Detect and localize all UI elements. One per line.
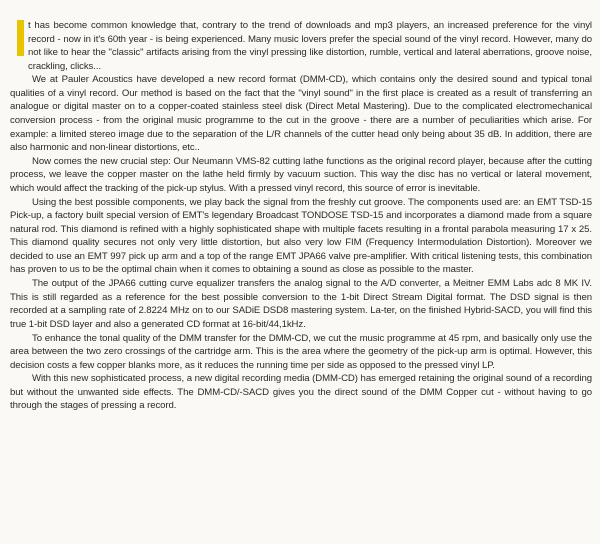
paragraph-conclusion: With this new sophisticated process, a new digital recording media (DMM-CD) has emerged retaining the original sound of a recording but without the unwanted side effects. The DMM-CD/-SACD gives you the direct sound of the DMM Copper cut - without having to go through the stages of pressing a record. xyxy=(10,373,592,412)
paragraph-intro: t has become common knowledge that, contrary to the trend of downloads and mp3 players, an increased preference for the vinyl record - now in it's 60th year - is being experienced. Many music lovers prefer the special sound of the vinyl record. However, many do not like to hear the "classic" artifacts arising from the vinyl pressing like distortion, rumble, vertical and lateral aberrations, groove noise, crackling, clicks... xyxy=(28,20,592,72)
paragraph-components: Using the best possible components, we play back the signal from the freshly cut groove. The components used are: an EMT TSD-15 Pick-up, a factory built special version of EMT's legendary Broadcast TONDOSE TSD-15 and incorporates a diamond made from a square natural rod. This diamond is refined with a highly sophisticated shape with multiple facets resulting in a frontal parabola measuring 17 x 25. This diamond quality secures not only very little distortion, but also very low FIM (Frequency Intermodulation Distortion). Moreover we decided to use an EMT 997 pick up arm and a top of the range EMT JPA66 valve pre-amplifier. With critical listening tests, this combination has proven to us to be the optimal chain when it comes to obtaining a sound as close as possible to the master. xyxy=(10,196,592,276)
paragraph-dmm-cd-format: We at Pauler Acoustics have developed a new record format (DMM-CD), which contains only the desired sound and typical tonal qualities of a vinyl record. Our method is based on the fact that the "vinyl sound" in the first place is created as a result of transferring an analogue or digital master on to a copper-coated stainless steel disk (Direct Metal Mastering). Due to the complicated electromechanical conversion process - from the original music programme to the cut in the groove - there are a number of peculiarities which arise. For example: a limited stereo image due to the separation of the L/R channels of the cutter head only being about 35 dB. In addition, there are also harmonic and non-linear distortions, etc.. xyxy=(10,74,592,154)
paragraph-conversion: The output of the JPA66 cutting curve equalizer transfers the analog signal to the A/D converter, a Meitner EMM Labs adc 8 MK IV. This is still regarded as a reference for the best possible conversion to the 1-bit Direct Stream Digital format. The DSD signal is then recorded at a sampling rate of 2.8224 MHz on to our SADiE DSD8 mastering system. La-ter, on the finished Hybrid-SACD, you will find this true 1-bit DSD layer and also a generated CD format at 16-bit/44,1kHz. xyxy=(10,278,592,330)
paragraph-cutting-lathe: Now comes the new crucial step: Our Neumann VMS-82 cutting lathe functions as the original record player, because after the cutting process, we leave the copper master on the lathe held firmly by vacuum suction. This way the disc has no vertical or lateral movement, which would affect the tracking of the pick-up stylus. With a pressed vinyl record, this source of error is inevitable. xyxy=(10,155,592,194)
paragraph-tonal-quality: To enhance the tonal quality of the DMM transfer for the DMM-CD, we cut the music programme at 45 rpm, and basically only use the area between the two zero crossings of the cartridge arm. This is the area where the geometry of the pick-up arm is optimal. However, this decision costs a few copper blanks more, as it reduces the running time per side as opposed to the pressed vinyl LP. xyxy=(10,332,592,371)
body-text xyxy=(10,19,592,413)
